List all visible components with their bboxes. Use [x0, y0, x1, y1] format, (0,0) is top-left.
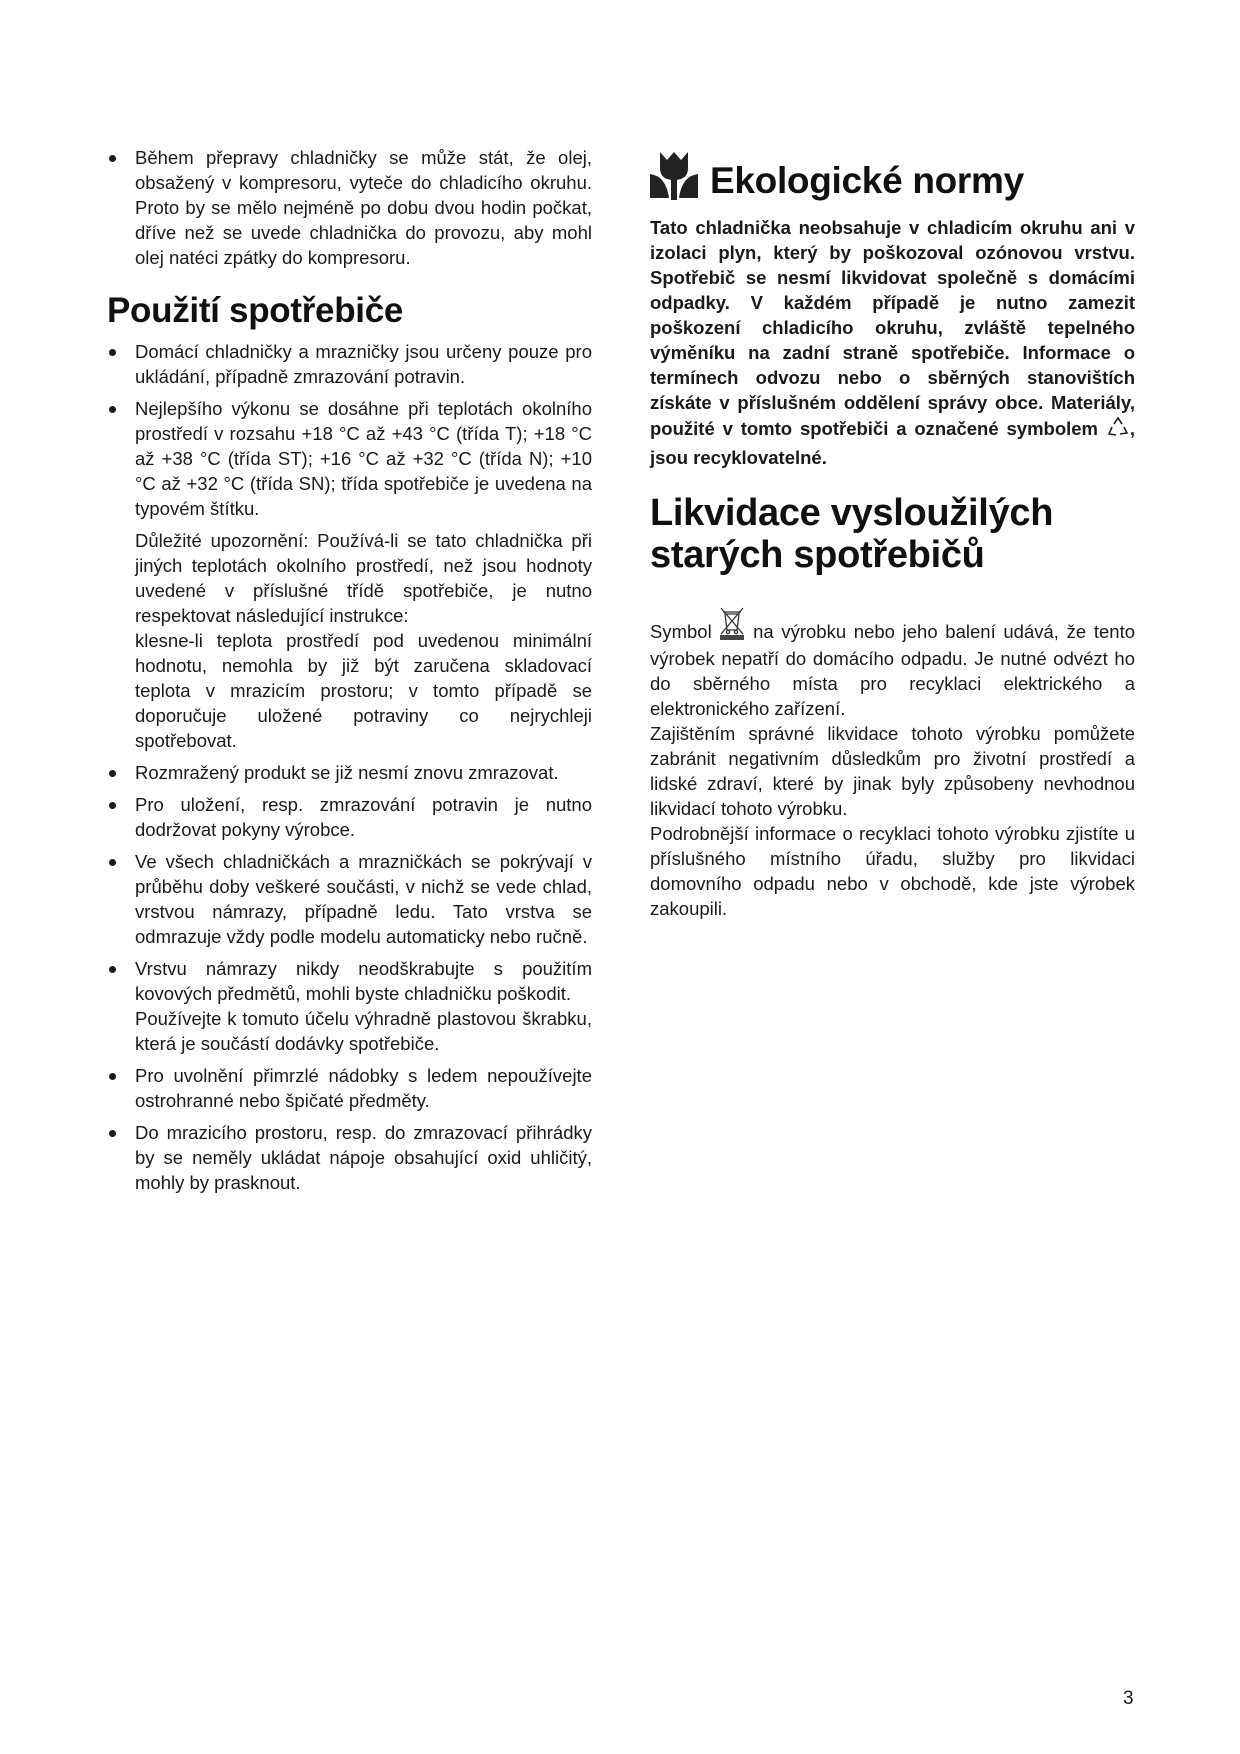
crossed-bin-icon	[719, 606, 745, 646]
eco-text-end: , jsou recyklovatelné.	[650, 417, 1135, 468]
disposal-text: na výrobku nebo jeho balení udává, že tento výrobek nepatří do domácího odpadu. Je nutné odvézt ho do sběrného místa pro recyklaci elektrického a elektronického zařízení.	[650, 621, 1135, 719]
bullet-text: Do mrazicího prostoru, resp. do zmrazovací přihrádky by se neměly ukládat nápoje obsahující oxid uhličitý, mohly by prasknout.	[135, 1122, 592, 1193]
bullet-text: Během přepravy chladničky se může stát, že olej, obsažený v kompresoru, vyteče do chladicího okruhu. Proto by se mělo nejméně po dobu dvou hodin počkat, dříve než se uvede chladnička do provozu, aby mohl olej natéci zpátky do kompresoru.	[135, 147, 592, 268]
bullet-text: Vrstvu námrazy nikdy neodškrabujte s použitím kovových předmětů, mohli byste chladničku poškodit.	[135, 958, 592, 1004]
tulip-eco-icon	[650, 150, 698, 211]
section-heading-eco	[650, 150, 1135, 211]
recycle-icon	[1106, 415, 1130, 445]
bullet-text: Pro uvolnění přimrzlé nádobky s ledem nepoužívejte ostrohranné nebo špičaté předměty.	[135, 1065, 592, 1111]
bullet-text: Ve všech chladničkách a mrazničkách se pokrývají v průběhu doby veškeré součásti, v nichž se vede chlad, vrstvou námrazy, případně ledu. Tato vrstva se odmrazuje vždy podle modelu automaticky nebo ručně.	[135, 851, 592, 947]
page-number: 3	[1123, 1688, 1134, 1709]
disposal-paragraph-1	[650, 606, 1135, 721]
scraper-note: Používejte k tomuto účelu výhradně plastovou škrabku, která je součástí dodávky spotřebiče.	[135, 1008, 592, 1054]
eco-text: Tato chladnička neobsahuje v chladicím okruhu ani v izolaci plyn, který by poškozoval ozónovou vrstvu. Spotřebič se nesmí likvidovat společně s domácími odpadky. V každém případě je nutno zamezit poškození chladicího okruhu, zvláště tepelného výměníku na zadní straně spotřebiče. Informace o termínech odvozu nebo o sběrných stanovištích získáte v příslušném oddělení správy obce. Materiály, použité v tomto spotřebiči a označené symbolem	[650, 217, 1135, 439]
list-item	[107, 396, 592, 753]
bullet-text: Domácí chladničky a mrazničky jsou určeny pouze pro ukládání, případně zmrazování potravin.	[135, 341, 592, 387]
list-item	[107, 145, 592, 270]
disposal-paragraph-3: Podrobnější informace o recyklaci tohoto výrobku zjistíte u příslušného místního úřadu, služby pro likvidaci domovního odpadu nebo v obchodě, kde jste výrobek zakoupili.	[650, 823, 1135, 919]
bullet-text: Rozmražený produkt se již nesmí znovu zmrazovat.	[135, 762, 559, 783]
intro-list	[107, 145, 592, 270]
right-column	[650, 150, 1135, 921]
section-heading-usage: Použití spotřebiče	[107, 291, 404, 330]
important-note: Důležité upozornění: Používá-li se tato chladnička při jiných teplotách okolního prostředí, než jsou hodnoty uvedené v příslušné třídě spotřebiče, je nutno respektovat následující instrukce:	[135, 530, 592, 626]
list-item	[107, 1120, 592, 1195]
list-item	[107, 849, 592, 949]
list-item	[107, 792, 592, 842]
bullet-text: Nejlepšího výkonu se dosáhne při teplotách okolního prostředí v rozsahu +18 °C až +43 °C (třída T); +18 °C až +38 °C (třída ST); +16 °C až +32 °C (třída N); +10 °C až +32 °C (třída SN); třída spotřebiče je uvedena na typovém štítku.	[135, 398, 592, 519]
list-item	[107, 956, 592, 1056]
section-heading-disposal: Likvidace vysloužilých starých spotřebičů	[650, 492, 1054, 576]
bullet-text: Pro uložení, resp. zmrazování potravin je nutno dodržovat pokyny výrobce.	[135, 794, 592, 840]
usage-list	[107, 339, 592, 1195]
symbol-word: Symbol	[650, 621, 712, 642]
list-item	[107, 339, 592, 389]
list-item	[107, 1063, 592, 1113]
list-item	[107, 760, 592, 785]
eco-paragraph	[650, 215, 1135, 470]
left-column	[107, 145, 592, 1202]
disposal-paragraph-2: Zajištěním správné likvidace tohoto výrobku pomůžete zabránit negativním důsledkům pro životní prostředí a lidské zdraví, které by jinak byly způsobeny nevhodnou likvidací tohoto výrobku.	[650, 723, 1135, 819]
eco-heading-text: Ekologické normy	[710, 159, 1024, 201]
important-note-instruction: klesne-li teplota prostředí pod uvedenou minimální hodnotu, nemohla by již být zaručena skladovací teplota v mrazicím prostoru; v tomto případě se doporučuje uložené potraviny co nejrychleji spotřebovat.	[135, 630, 592, 751]
